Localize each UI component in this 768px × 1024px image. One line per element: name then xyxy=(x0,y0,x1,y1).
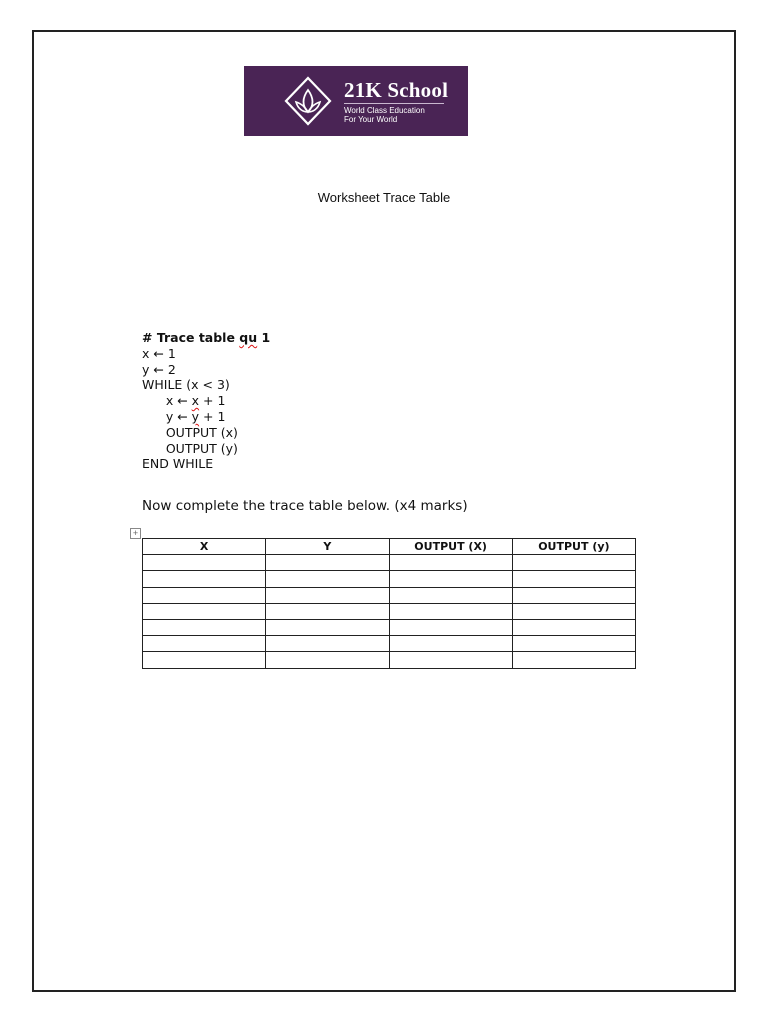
code-line-4-suffix: + 1 xyxy=(199,393,226,409)
trace-table-body xyxy=(143,555,636,668)
table-cell[interactable] xyxy=(266,619,389,635)
code-line-5-suffix: + 1 xyxy=(199,408,226,424)
table-cell[interactable] xyxy=(266,555,389,571)
table-cell[interactable] xyxy=(143,571,266,587)
table-cell[interactable] xyxy=(512,652,635,668)
table-cell[interactable] xyxy=(389,603,512,619)
document-page xyxy=(32,30,736,992)
trace-table xyxy=(142,538,636,669)
trace-table-header-row xyxy=(143,539,636,555)
table-cell[interactable] xyxy=(266,636,389,652)
table-cell[interactable] xyxy=(266,603,389,619)
table-cell[interactable] xyxy=(389,652,512,668)
code-line-7: OUTPUT (y) xyxy=(142,440,238,456)
logo-tagline xyxy=(344,106,425,124)
table-cell[interactable] xyxy=(389,636,512,652)
header-output-y: OUTPUT (y) xyxy=(512,539,635,555)
logo-name: 21K School xyxy=(344,78,449,102)
table-cell[interactable] xyxy=(143,587,266,603)
code-line-2: y ← 2 xyxy=(142,361,176,377)
code-line-4-prefix: x ← xyxy=(142,393,192,409)
table-cell[interactable] xyxy=(512,619,635,635)
table-cell[interactable] xyxy=(512,636,635,652)
code-line-3: WHILE (x < 3) xyxy=(142,377,230,393)
spellcheck-flagged-word: qu xyxy=(239,330,258,345)
table-row xyxy=(143,571,636,587)
school-logo xyxy=(244,66,468,136)
table-row xyxy=(143,555,636,571)
pseudocode-block xyxy=(142,330,270,472)
table-cell[interactable] xyxy=(512,587,635,603)
code-line-5 xyxy=(142,409,270,425)
code-line-8: END WHILE xyxy=(142,456,214,472)
spellcheck-flagged-y: y xyxy=(191,408,200,424)
table-cell[interactable] xyxy=(512,555,635,571)
table-cell[interactable] xyxy=(143,619,266,635)
code-line-6: OUTPUT (x) xyxy=(142,424,238,440)
table-cell[interactable] xyxy=(389,555,512,571)
code-line-4 xyxy=(142,393,270,409)
logo-tagline-line-2: For Your World xyxy=(344,115,398,124)
code-heading xyxy=(142,330,270,346)
code-heading-prefix: # Trace table xyxy=(142,330,240,345)
header-x: X xyxy=(143,539,266,555)
table-cell[interactable] xyxy=(389,619,512,635)
header-y: Y xyxy=(266,539,389,555)
spellcheck-flagged-x: x xyxy=(191,393,200,409)
logo-divider xyxy=(344,103,444,104)
logo-tagline-line-1: World Class Education xyxy=(344,106,425,115)
table-cell[interactable] xyxy=(512,603,635,619)
table-cell[interactable] xyxy=(389,571,512,587)
table-row xyxy=(143,636,636,652)
code-line-1: x ← 1 xyxy=(142,345,176,361)
table-move-handle-icon[interactable]: + xyxy=(130,528,141,539)
table-cell[interactable] xyxy=(389,587,512,603)
worksheet-title: Worksheet Trace Table xyxy=(317,190,451,205)
table-cell[interactable] xyxy=(266,652,389,668)
table-cell[interactable] xyxy=(143,652,266,668)
table-cell[interactable] xyxy=(143,555,266,571)
code-line-5-prefix: y ← xyxy=(142,408,192,424)
table-row xyxy=(143,603,636,619)
instruction-text: Now complete the trace table below. (x4 marks) xyxy=(142,498,468,514)
lotus-icon xyxy=(284,76,332,126)
table-row xyxy=(143,587,636,603)
code-heading-suffix: 1 xyxy=(257,330,271,345)
table-cell[interactable] xyxy=(512,571,635,587)
table-row xyxy=(143,652,636,668)
table-row xyxy=(143,619,636,635)
table-cell[interactable] xyxy=(143,636,266,652)
table-cell[interactable] xyxy=(266,587,389,603)
header-output-x: OUTPUT (X) xyxy=(389,539,512,555)
table-cell[interactable] xyxy=(143,603,266,619)
table-cell[interactable] xyxy=(266,571,389,587)
